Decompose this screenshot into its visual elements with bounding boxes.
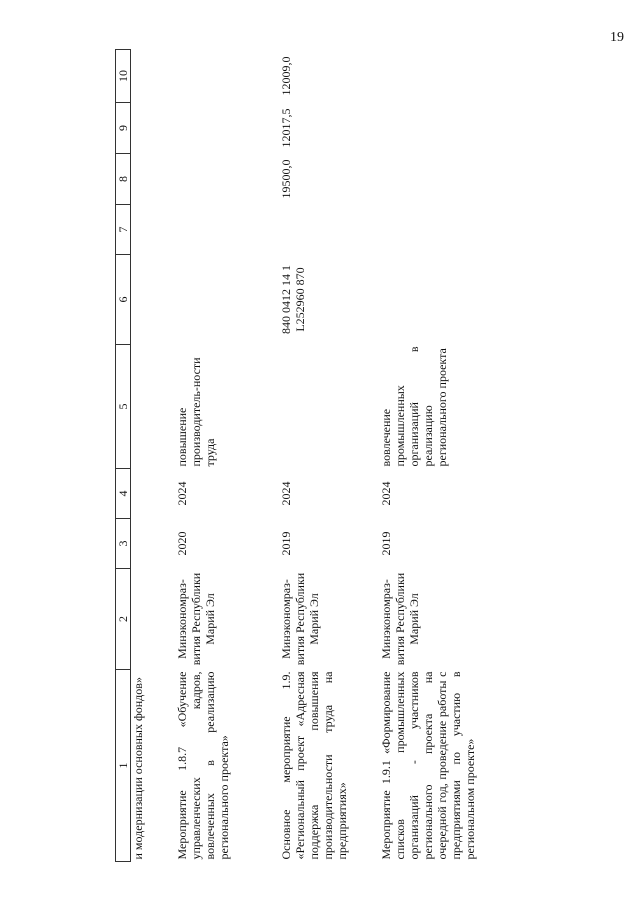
header-col-4: 4 (116, 469, 131, 519)
page-number: 19 (610, 30, 624, 45)
row-col-9: 12017,5 (279, 108, 293, 148)
row-end-year: 2024 (379, 481, 393, 506)
header-col-1: 1 (116, 670, 131, 862)
continuation-row (131, 50, 176, 862)
header-col-3: 3 (116, 519, 131, 569)
program-table (115, 49, 509, 862)
row-start-year: 2019 (379, 531, 393, 556)
row-col-7 (175, 205, 279, 255)
table-row (175, 50, 279, 862)
row-result (279, 345, 379, 469)
header-col-5: 5 (116, 345, 131, 469)
row-budget-code: 840 0412 14 1 L252960 870 (279, 265, 307, 334)
row-executor: Минэкономраз-вития Республики Марий Эл (175, 572, 217, 666)
header-col-8: 8 (116, 154, 131, 205)
row-name: Основное мероприятие 1.9. «Региональный проект «Адресная поддержка повышения производительности труда на предприятиях» (279, 671, 349, 860)
row-col-9 (379, 103, 509, 154)
row-col-8 (175, 154, 279, 205)
row-col-7 (279, 205, 379, 255)
row-name: Мероприятие 1.8.7 «Обучение управленческих кадров, вовлеченных в реализацию регионального проекта» (175, 671, 231, 860)
row-start-year: 2019 (279, 531, 293, 556)
row-col-10 (175, 50, 279, 103)
table-row (379, 50, 509, 862)
row-name: Мероприятие 1.9.1 «Формирование списков промышленных организаций - участников регионального проекта на очередной год, проведение работы с предприятиями по участию в региональном проекте» (379, 671, 477, 860)
row-executor: Минэкономраз-вития Республики Марий Эл (379, 572, 421, 666)
table-row (279, 50, 379, 862)
continuation-text: и модернизации основных фондов» (131, 677, 145, 860)
row-col-8: 19500,0 (279, 159, 293, 199)
header-col-6: 6 (116, 255, 131, 345)
header-col-2: 2 (116, 569, 131, 670)
header-row (116, 50, 131, 862)
row-result: повышение производитель-ности труда (175, 357, 217, 467)
row-col-7 (379, 205, 509, 255)
row-result: вовлечение промышленных организаций в реализацию регионального проекта (379, 346, 449, 467)
rotated-table-wrapper (115, 50, 515, 862)
row-executor: Минэкономраз-вития Республики Марий Эл (279, 572, 321, 666)
row-col-9 (175, 103, 279, 154)
header-col-9: 9 (116, 103, 131, 154)
row-budget-code (175, 255, 279, 345)
row-end-year: 2024 (175, 481, 189, 506)
header-col-10: 10 (116, 50, 131, 103)
row-col-10 (379, 50, 509, 103)
row-col-8 (379, 154, 509, 205)
header-col-7: 7 (116, 205, 131, 255)
row-start-year: 2020 (175, 531, 189, 556)
row-end-year: 2024 (279, 481, 293, 506)
row-budget-code (379, 255, 509, 345)
row-col-10: 12009,0 (279, 56, 293, 96)
